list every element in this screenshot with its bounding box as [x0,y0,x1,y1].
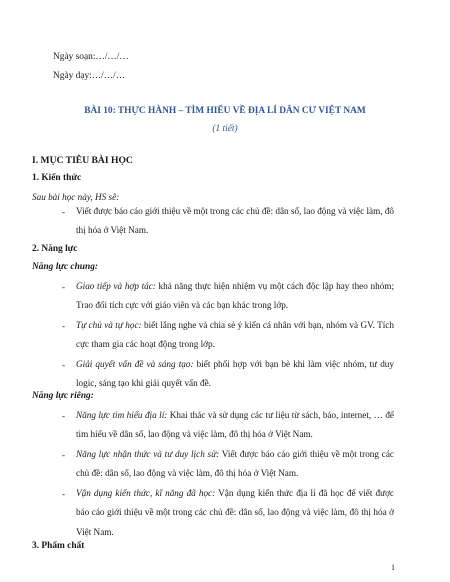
knowledge-item: Viết được báo cáo giới thiệu về một trong các chủ đề: dân số, lao động và việc làm, đô thị hóa ở Việt Nam. [76,206,395,236]
prep-date: Ngày soạn:…/…/… [53,52,129,62]
teach-date: Ngày dạy:…/…/… [53,71,126,81]
specific-item-geography [76,406,394,445]
item-lead: Giải quyết vấn đề và sáng tạo: [76,359,194,369]
bullet-dash: - [62,450,66,460]
subheading-competence: 2. Năng lực [32,244,78,254]
item-lead: Tự chủ và tự học: [76,320,142,330]
specific-item-history [76,445,394,484]
item-text: Viết được báo cáo giới thiệu về một trong các chủ đề: dân số, lao động và việc làm, đô thị hóa ở Việt Nam. [76,449,394,479]
bullet-dash: - [62,360,66,370]
item-lead: Giao tiếp và hợp tác: [76,281,156,291]
page-number: 1 [391,563,395,572]
subheading-specific-competence: Năng lực riêng: [32,391,94,401]
bullet-dash: - [62,282,66,292]
general-item-communication [76,277,394,316]
specific-item-application [76,484,394,542]
bullet-dash: - [62,207,66,217]
general-item-self-study [76,316,394,355]
item-text: biết lắng nghe và chia sẻ ý kiến cá nhân với bạn, nhóm và GV. Tích cực tham gia các hoạt động trong lớp. [76,320,394,350]
item-text: Vận dụng kiến thức địa lí đã học để viết được báo cáo giới thiệu về một trong các chủ đề: dân số, lao động và việc làm, đô thị hóa ở Việt Nam. [76,488,395,537]
item-lead: Vận dụng kiến thức, kĩ năng đã học: [76,488,216,498]
bullet-dash: - [62,489,66,499]
item-lead: Năng lực nhận thức và tư duy lịch sử: [76,449,220,459]
subheading-knowledge: 1. Kiến thức [32,173,82,183]
general-item-problem-solving [76,355,394,394]
item-lead: Năng lực tìm hiểu địa lí: [76,410,168,420]
lesson-duration: (1 tiết) [212,124,238,134]
subheading-general-competence: Năng lực chung: [32,262,99,272]
item-text: biết phối hợp với bạn bè khi làm việc nhóm, tư duy logic, sáng tạo khi giải quyết vấn đề. [76,359,394,389]
item-text: khả năng thực hiện nhiệm vụ một cách độc lập hay theo nhóm; Trao đổi tích cực với giáo viên và các bạn khác trong lớp. [76,281,394,311]
section-heading-objectives: I. MỤC TIÊU BÀI HỌC [32,155,133,166]
lesson-title: BÀI 10: THỰC HÀNH – TÌM HIỂU VỀ ĐỊA LÍ DÂN CƯ VIỆT NAM [84,106,366,116]
bullet-dash: - [62,321,66,331]
item-text: Khai thác và sử dụng các tư liệu từ sách, báo, internet, … để tìm hiểu về dân số, lao động và việc làm, đô thị hóa ở Việt Nam. [76,410,394,440]
bullet-dash: - [62,411,66,421]
subheading-quality: 3. Phẩm chất [32,541,85,551]
knowledge-intro: Sau bài học này, HS sẽ: [32,192,120,202]
